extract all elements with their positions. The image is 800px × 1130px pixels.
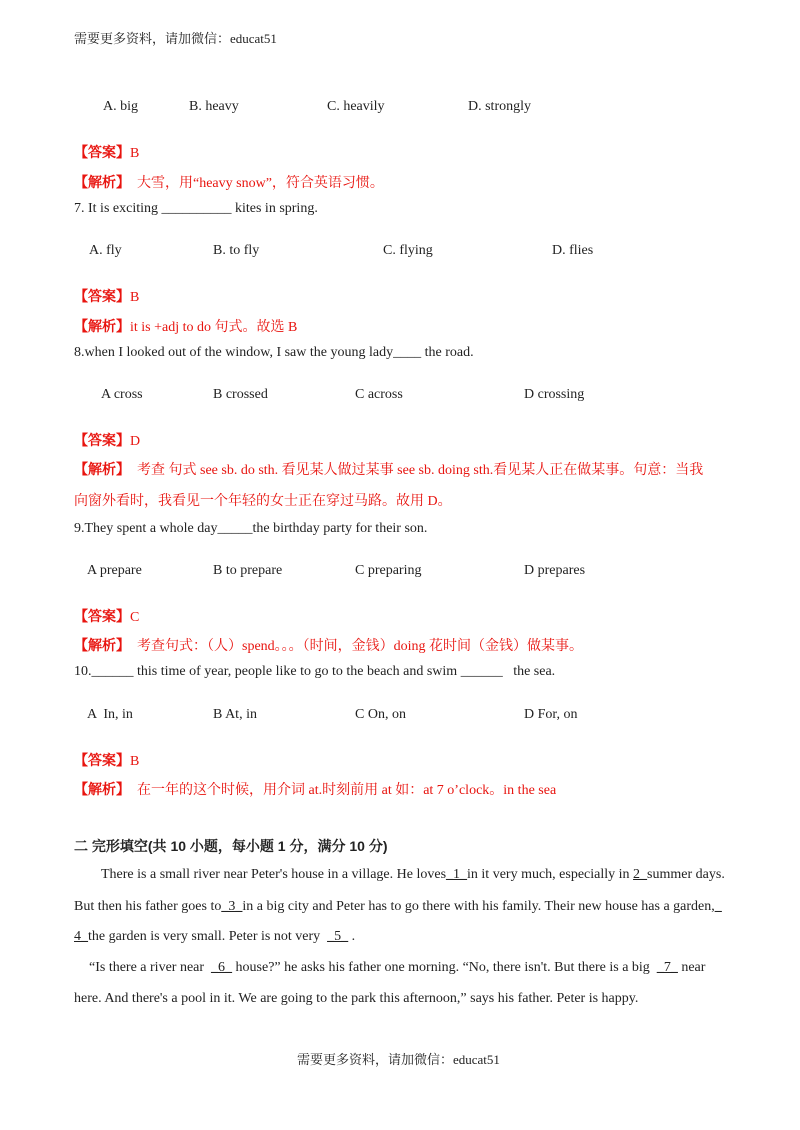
blank-4: 4_	[74, 929, 88, 944]
q7-option-c: C. flying	[383, 243, 433, 258]
blank-4-lead: _	[714, 899, 722, 914]
answer-label: 【答案】	[74, 610, 130, 625]
q8-answer	[74, 430, 140, 450]
q8-analysis-line1	[74, 459, 703, 479]
q9-analysis	[74, 635, 583, 655]
analysis-text: 考查 句式 see sb. do sth. 看见某人做过某事 see sb. doing sth.看见某人正在做某事。句意：当我	[137, 463, 704, 478]
q9-option-d: D prepares	[524, 563, 586, 578]
q9-question: 9.They spent a whole day_____the birthday party for their son.	[74, 521, 428, 536]
blank-1: _1_	[446, 867, 468, 882]
answer-label: 【答案】	[74, 290, 130, 305]
analysis-label: 【解析】	[74, 783, 130, 798]
q9-option-c: C preparing	[355, 563, 422, 578]
cloze-p1-line3	[74, 929, 355, 945]
analysis-text: 大雪，用“heavy snow”，符合英语习惯。	[137, 176, 384, 191]
q6-analysis	[74, 172, 384, 192]
q10-option-c: C On, on	[355, 707, 406, 722]
text: the garden is very small. Peter is not very	[88, 929, 321, 944]
analysis-label: 【解析】	[74, 639, 130, 654]
answer-label: 【答案】	[74, 434, 130, 449]
analysis-label: 【解析】	[74, 463, 130, 478]
analysis-text: it is +adj to do 句式。故选 B	[130, 320, 298, 335]
blank-5: _5_	[327, 929, 349, 944]
section-title: 二 完形填空(共 10 小题，每小题 1 分，满分 10 分)	[74, 838, 388, 854]
q7-option-a: A. fly	[89, 243, 122, 258]
blank-2: 2_	[633, 867, 648, 882]
answer-label: 【答案】	[74, 754, 130, 769]
q7-analysis	[74, 316, 297, 336]
text: .	[351, 929, 356, 944]
q10-option-d: D For, on	[524, 707, 578, 722]
q8-question: 8.when I looked out of the window, I saw the young lady____ the road.	[74, 345, 474, 360]
cloze-p1-line2	[74, 899, 722, 915]
blank-7: _7_	[656, 960, 678, 975]
q10-question: 10.______ this time of year, people like to go to the beach and swim ______ the sea.	[74, 664, 556, 679]
text: summer days.	[647, 867, 725, 882]
analysis-label: 【解析】	[74, 320, 130, 335]
text: in a big city and Peter has to go there with his family. Their new house has a garden,	[242, 899, 715, 914]
q7-answer	[74, 286, 139, 306]
answer-value: C	[130, 610, 140, 625]
q6-option-b: B. heavy	[189, 99, 239, 114]
cloze-p2-line1	[89, 960, 705, 976]
page-header: 需要更多资料，请加微信：educat51	[74, 31, 277, 46]
q8-option-c: C across	[355, 387, 403, 402]
q8-option-a: A cross	[101, 387, 143, 402]
answer-value: B	[130, 146, 140, 161]
cloze-p2-line2: here. And there's a pool in it. We are going to the park this afternoon,” says his father. Peter is happy.	[74, 991, 639, 1006]
q9-answer	[74, 606, 139, 626]
q8-option-d: D crossing	[524, 387, 585, 402]
analysis-text: 考查句式：（人）spend。。。（时间，金钱）doing 花时间（金钱）做某事。	[137, 639, 584, 654]
q7-option-d: D. flies	[552, 243, 594, 258]
text: But then his father goes to	[74, 899, 222, 914]
q10-answer	[74, 750, 139, 770]
answer-value: D	[130, 434, 141, 449]
q6-answer	[74, 142, 139, 162]
q6-option-c: C. heavily	[327, 99, 385, 114]
answer-value: B	[130, 290, 140, 305]
q6-option-d: D. strongly	[468, 99, 531, 114]
analysis-label: 【解析】	[74, 176, 130, 191]
q10-option-b: B At, in	[213, 707, 257, 722]
q10-option-a: A In, in	[87, 707, 133, 722]
text: There is a small river near Peter's house in a village. He loves	[101, 867, 447, 882]
q6-option-a: A. big	[103, 99, 138, 114]
cloze-p1-line1	[101, 867, 725, 883]
page-footer: 需要更多资料，请加微信：educat51	[297, 1052, 500, 1067]
text: house?” he asks his father one morning. “No, there isn't. But there is a big	[235, 960, 650, 975]
q7-option-b: B. to fly	[213, 243, 260, 258]
q7-question: 7. It is exciting __________ kites in spring.	[74, 201, 318, 216]
text: near	[681, 960, 706, 975]
blank-6: _6_	[211, 960, 233, 975]
q10-analysis	[74, 779, 556, 799]
q8-option-b: B crossed	[213, 387, 268, 402]
analysis-text: 在一年的这个时候，用介词 at.时刻前用 at 如：at 7 o’clock。in the sea	[137, 783, 557, 798]
answer-label: 【答案】	[74, 146, 130, 161]
q8-analysis-line2: 向窗外看时，我看见一个年轻的女士正在穿过马路。故用 D。	[74, 494, 452, 509]
blank-3: _3_	[221, 899, 243, 914]
text: in it very much, especially in	[467, 867, 630, 882]
q9-option-a: A prepare	[87, 563, 142, 578]
q9-option-b: B to prepare	[213, 563, 283, 578]
text: “Is there a river near	[89, 960, 205, 975]
answer-value: B	[130, 754, 140, 769]
